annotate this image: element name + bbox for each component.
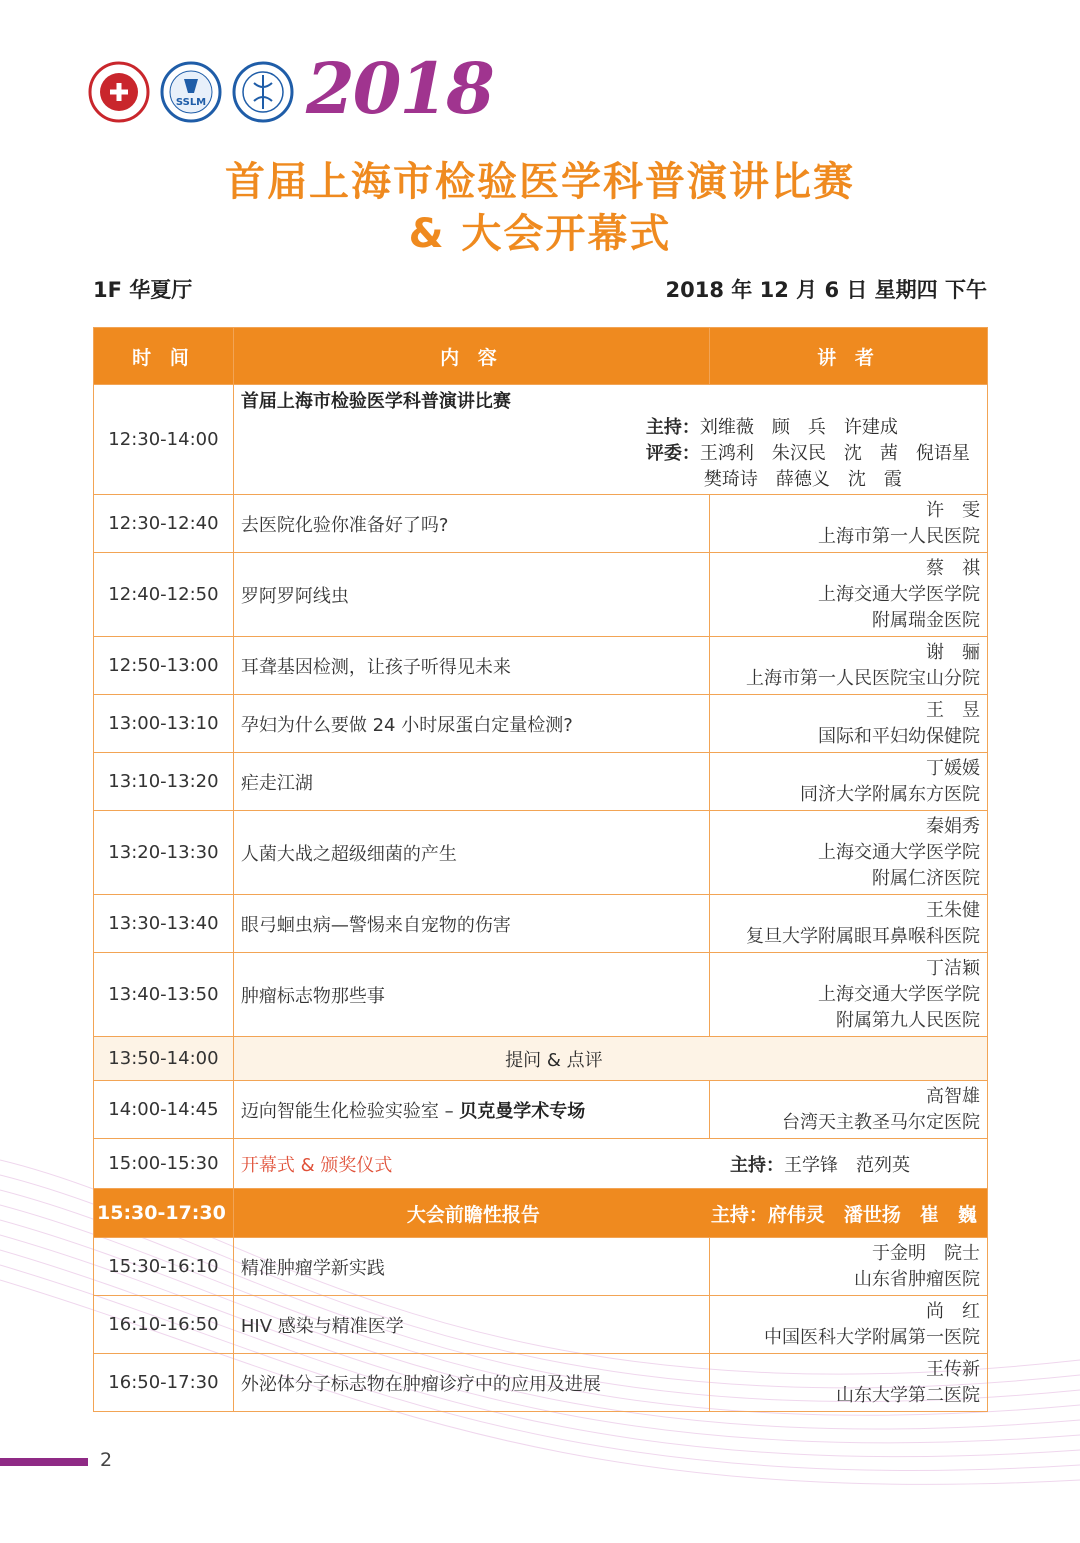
beckman-row [94, 1081, 988, 1139]
report-affiliation: 山东省肿瘤医院 [854, 1268, 980, 1290]
table-row [94, 753, 988, 811]
report-topic: 外泌体分子标志物在肿瘤诊疗中的应用及进展 [233, 1354, 709, 1412]
talk-topic: 罗阿罗阿线虫 [233, 553, 709, 637]
report-time: 15:30-16:10 [94, 1238, 234, 1296]
page-number-bar [0, 1458, 88, 1466]
talk-affiliation: 上海交通大学医学院 [818, 841, 980, 863]
talk-time: 13:10-13:20 [94, 753, 234, 811]
table-row [94, 495, 988, 553]
report-speaker: 王传新 [926, 1358, 980, 1380]
table-row [94, 1296, 988, 1354]
talk-affiliation-line2: 附属仁济医院 [872, 867, 980, 889]
band-time: 15:30-17:30 [94, 1189, 234, 1238]
table-row [94, 637, 988, 695]
competition-title: 首届上海市检验医学科普演讲比赛 [240, 391, 511, 412]
competition-judges [646, 441, 980, 467]
talk-speaker: 谢 骊 [926, 641, 980, 663]
competition-host-names: 刘维薇 顾 兵 许建成 [699, 417, 898, 438]
page-title-line1: 首届上海市检验医学科普演讲比赛 [225, 159, 855, 205]
talk-speaker-cell [710, 953, 988, 1037]
beckman-topic-cell [233, 1081, 709, 1139]
talk-speaker: 王 昱 [926, 699, 980, 721]
beckman-topic: 迈向智能生化检验实验室 – [240, 1100, 460, 1122]
talk-topic: 疟走江湖 [233, 753, 709, 811]
report-speaker-cell [710, 1238, 988, 1296]
sslm-logo-icon [160, 61, 222, 123]
opening-topic: 开幕式 & 颁奖仪式 [240, 1154, 393, 1176]
talk-topic: 孕妇为什么要做 24 小时尿蛋白定量检测? [233, 695, 709, 753]
opening-host-names: 王学锋 范列英 [784, 1154, 910, 1176]
band-label: 大会前瞻性报告 [406, 1203, 540, 1226]
table-row [94, 811, 988, 895]
venue-label: 1F 华夏厅 [93, 278, 193, 302]
lab-medicine-center-logo-icon [232, 61, 294, 123]
band-host-label: 主持： [710, 1203, 768, 1226]
talk-speaker: 许 雯 [926, 499, 980, 521]
talk-speaker-cell [710, 637, 988, 695]
table-row [94, 895, 988, 953]
opening-cell [233, 1139, 987, 1189]
report-topic: HIV 感染与精准医学 [233, 1296, 709, 1354]
band-hosts [711, 1204, 977, 1226]
talk-speaker: 丁媛媛 [926, 757, 980, 779]
opening-row [94, 1139, 988, 1189]
talk-topic: 肿瘤标志物那些事 [233, 953, 709, 1037]
qa-break-row [94, 1037, 988, 1081]
table-row [94, 1238, 988, 1296]
talk-speaker-cell [710, 753, 988, 811]
competition-hosts [646, 415, 980, 441]
header-content: 内 容 [233, 328, 709, 385]
table-row [94, 1354, 988, 1412]
competition-judges-label: 评委： [645, 443, 700, 464]
talk-affiliation: 上海市第一人民医院宝山分院 [746, 667, 980, 689]
talk-affiliation-line2: 附属瑞金医院 [872, 609, 980, 631]
break-time: 13:50-14:00 [94, 1037, 234, 1081]
report-speaker: 尚 红 [926, 1300, 980, 1322]
beckman-topic-bold: 贝克曼学术专场 [459, 1100, 586, 1122]
year-2018-logo: 2018 [306, 47, 493, 130]
report-speaker: 于金明 院士 [872, 1242, 980, 1264]
talk-topic: 眼弓蛔虫病—警惕来自宠物的伤害 [233, 895, 709, 953]
break-label: 提问 & 点评 [233, 1037, 987, 1081]
report-time: 16:50-17:30 [94, 1354, 234, 1412]
talk-affiliation: 复旦大学附属眼耳鼻喉科医院 [746, 925, 980, 947]
opening-time: 15:00-15:30 [94, 1139, 234, 1189]
talk-speaker-cell [710, 695, 988, 753]
talk-speaker: 王朱健 [926, 899, 980, 921]
report-affiliation: 山东大学第二医院 [836, 1384, 980, 1406]
competition-time: 12:30-14:00 [94, 385, 234, 495]
competition-cell [233, 385, 987, 495]
table-header-row [94, 328, 988, 385]
talk-speaker-cell [710, 895, 988, 953]
talk-time: 13:20-13:30 [94, 811, 234, 895]
talk-speaker-cell [710, 811, 988, 895]
opening-hosts [730, 1151, 980, 1177]
page-number: 2 [100, 1449, 113, 1471]
talk-speaker: 蔡 祺 [926, 557, 980, 579]
talk-time: 12:50-13:00 [94, 637, 234, 695]
talk-affiliation-line2: 附属第九人民医院 [836, 1009, 980, 1031]
beckman-speaker: 高智雄 [926, 1085, 980, 1107]
talk-time: 12:30-12:40 [94, 495, 234, 553]
talk-affiliation: 上海交通大学医学院 [818, 583, 980, 605]
report-topic: 精准肿瘤学新实践 [233, 1238, 709, 1296]
talk-speaker: 丁洁颖 [926, 957, 980, 979]
report-time: 16:10-16:50 [94, 1296, 234, 1354]
competition-judges-line1: 王鸿利 朱汉民 沈 茜 倪语星 [699, 443, 970, 464]
report-speaker-cell [710, 1354, 988, 1412]
table-row [94, 553, 988, 637]
table-row [94, 953, 988, 1037]
talk-time: 13:40-13:50 [94, 953, 234, 1037]
competition-row [94, 385, 988, 495]
talk-topic: 人菌大战之超级细菌的产生 [233, 811, 709, 895]
opening-host-label: 主持： [730, 1154, 784, 1176]
talk-affiliation: 上海市第一人民医院 [818, 525, 980, 547]
sslm-logo-text: SSLM [175, 97, 207, 108]
talk-topic: 去医院化验你准备好了吗? [233, 495, 709, 553]
report-affiliation: 中国医科大学附属第一医院 [764, 1326, 980, 1348]
band-host-names: 府伟灵 潘世扬 崔 巍 [767, 1203, 977, 1226]
page-title-line2: & 大会开幕式 [408, 211, 672, 257]
talk-topic: 耳聋基因检测，让孩子听得见未来 [233, 637, 709, 695]
keynote-section-band [94, 1189, 988, 1238]
competition-judges-line2: 樊琦诗 薛德义 沈 霞 [703, 469, 902, 490]
medical-association-logo-icon [88, 61, 150, 123]
talk-affiliation: 同济大学附属东方医院 [800, 783, 980, 805]
talk-time: 13:30-13:40 [94, 895, 234, 953]
talk-affiliation: 国际和平妇幼保健院 [818, 725, 980, 747]
talk-speaker: 秦娟秀 [926, 815, 980, 837]
beckman-speaker-cell [710, 1081, 988, 1139]
beckman-affiliation: 台湾天主教圣马尔定医院 [782, 1111, 980, 1133]
competition-host-label: 主持： [645, 417, 700, 438]
talk-affiliation: 上海交通大学医学院 [818, 983, 980, 1005]
schedule-table [93, 327, 988, 1412]
header-speaker: 讲 者 [710, 328, 988, 385]
talk-time: 13:00-13:10 [94, 695, 234, 753]
band-cell [233, 1189, 987, 1238]
talk-time: 12:40-12:50 [94, 553, 234, 637]
talk-speaker-cell [710, 495, 988, 553]
date-label: 2018 年 12 月 6 日 星期四 下午 [665, 278, 987, 302]
report-speaker-cell [710, 1296, 988, 1354]
table-row [94, 695, 988, 753]
beckman-time: 14:00-14:45 [94, 1081, 234, 1139]
header-time: 时 间 [94, 328, 234, 385]
talk-speaker-cell [710, 553, 988, 637]
